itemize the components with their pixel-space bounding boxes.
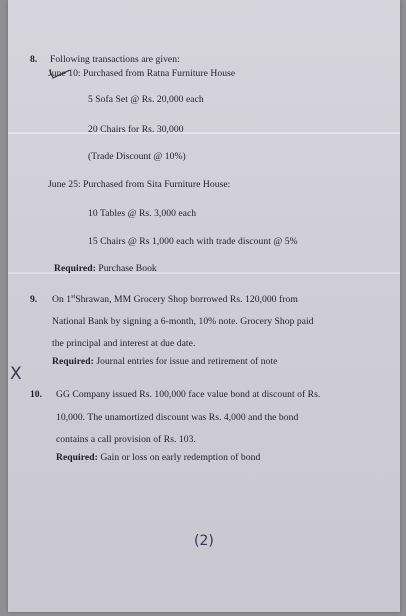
transaction-item: (Trade Discount @ 10%)	[88, 151, 186, 162]
question-intro: Following transactions are given:	[50, 54, 180, 65]
text-fragment: Shrawan, MM Grocery Shop borrowed Rs. 120,000 from	[75, 294, 298, 306]
question-line: contains a call provision of Rs. 103.	[56, 434, 196, 445]
transaction-item: 15 Chairs @ Rs 1,000 each with trade discount @ 5%	[88, 236, 298, 247]
question-line: GG Company issued Rs. 100,000 face value bond at discount of Rs.	[56, 389, 321, 400]
required-label: Required:	[52, 356, 94, 367]
text-fragment: On 1	[52, 294, 72, 306]
superscript: st	[71, 294, 76, 300]
transaction-item: 10 Tables @ Rs. 3,000 each	[88, 208, 197, 219]
required-text: Gain or loss on early redemption of bond	[100, 452, 261, 463]
required-line	[56, 452, 260, 463]
document-page	[8, 0, 400, 612]
transaction-date-june10: June 10: Purchased from Ratna Furniture House	[48, 68, 236, 79]
required-text: Journal entries for issue and retirement of note	[96, 356, 278, 367]
question-line: the principal and interest at due date.	[52, 338, 196, 349]
transaction-date-june25: June 25: Purchased from Sita Furniture House:	[48, 179, 231, 190]
question-number: 9.	[30, 294, 38, 305]
question-line: National Bank by signing a 6-month, 10% note. Grocery Shop paid	[52, 316, 314, 327]
question-line	[52, 294, 298, 305]
question-number: 8.	[30, 54, 38, 65]
transaction-item: 20 Chairs for Rs. 30,000	[88, 124, 184, 135]
question-number: 10.	[30, 389, 42, 400]
required-label: Required:	[56, 452, 98, 463]
transaction-item: 5 Sofa Set @ Rs. 20,000 each	[88, 94, 204, 105]
required-text: Purchase Book	[98, 263, 157, 274]
handwritten-page-number: (2)	[194, 533, 214, 549]
required-line	[52, 356, 277, 367]
required-line	[54, 263, 157, 274]
question-line: 10,000. The unamortized discount was Rs. 4,000 and the bond	[56, 412, 299, 423]
paper-fold	[8, 132, 400, 134]
margin-cross-mark: X	[10, 364, 22, 384]
required-label: Required:	[54, 263, 96, 274]
